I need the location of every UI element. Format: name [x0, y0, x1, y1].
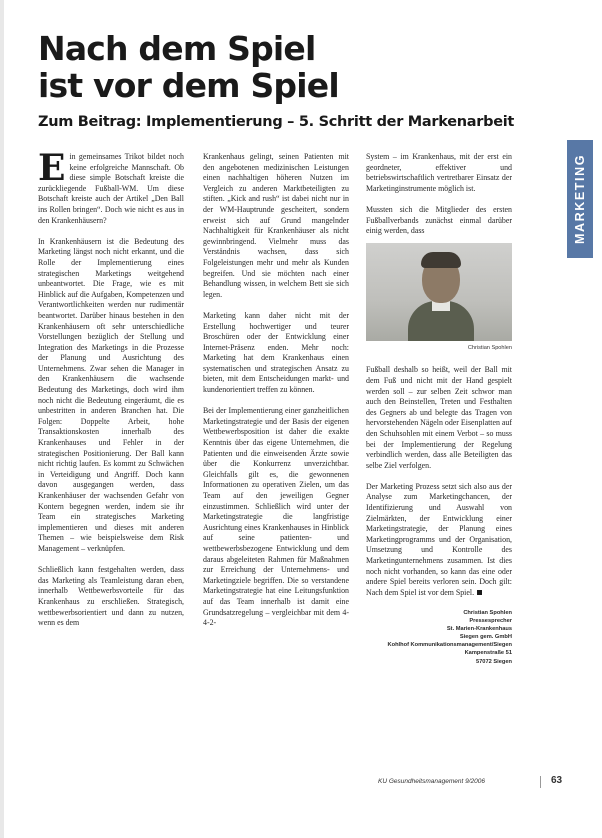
paragraph: Mussten sich die Mitglieder des ersten Fußballverbands zunächst einmal darüber einig werden, dass [366, 204, 512, 236]
page-number: 63 [551, 775, 563, 786]
author-photo [366, 243, 512, 341]
photo-hair [421, 252, 461, 268]
paragraph: Schließlich kann festgehalten werden, dass das Marketing als Teamleistung daran eben, innerhalb Wettbewerbsvorteile für das Krankenhaus zu erschließen. Strategisch, wettbewerbsorientiert und dann zu nutzen, wenn es dem [38, 565, 184, 628]
paragraph: System – im Krankenhaus, mit der erst ein geordneter, effektiver und betriebswirtschaftlich vertretbarer Einsatz der Marketinginstrumente möglich ist. [366, 152, 512, 193]
author-line: Christian Spohlen [463, 610, 512, 616]
paragraph-text: Der Marketing Prozess setzt sich also aus der Analyse zum Marketingchancen, der Identifizierung und Auswahl von Zielmärkten, der Entwicklung einer Marketingstrategie, der Planung eines Marketingprogramms und der Organisation, Umsetzung und Kontrolle des Marketingunternehmens zusammen. Ist dies noch nicht vorhanden, so kann das eine oder andere Spiel bereits verloren sein. Doch gilt: Nach dem Spiel ist vor dem Spiel. [366, 481, 512, 597]
article-headline [38, 30, 498, 104]
author-line: St. Marien-Krankenhaus [446, 626, 512, 633]
drop-cap: E [38, 147, 66, 189]
author-info [366, 609, 512, 666]
paragraph-text: in gemeinsames Trikot bildet noch keine erfolgreiche Mannschaft. Ob diese simple Botschaft kreiste die zurückliegende Fußball-WM. Um diese Botschaft kreiste auch der Artikel „Den Ball ins Rollen bringen“. Doch wie nicht es aus in den Krankenhäusern? [38, 152, 184, 225]
headline-line-1: Nach dem Spiel [38, 29, 316, 68]
headline-line-2: ist vor dem Spiel [38, 66, 339, 105]
footer-divider [540, 776, 541, 788]
end-of-article-mark [477, 590, 482, 595]
footer-journal-name: KU Gesundheitsmanagement 9/2006 [378, 778, 485, 785]
author-line: Kampenstraße 51 [464, 650, 512, 657]
paragraph: Marketing kann daher nicht mit der Erstellung hochwertiger und teurer Broschüren oder der Entwicklung einer Internet-Präsenz enden. Mehr noch: Marketing hat dem Krankenhaus einen systematischen und strategischen Ansatz zu bieten, mit dem Entscheidungen markt- und kundenorientiert treffen zu können. [203, 310, 349, 395]
author-line: Kohlhof Kommunikationsmanagement/Siegen [387, 642, 512, 649]
section-tab-label: MARKETING [573, 153, 587, 245]
author-line: Siegen gem. GmbH [459, 634, 512, 641]
article-column-2 [203, 152, 349, 639]
photo-caption: Christian Spohlen [467, 344, 512, 351]
paragraph [38, 147, 184, 226]
paragraph: Bei der Implementierung einer ganzheitlichen Marketingstrategie und der Basis der eigenen Wettbewerbsposition ist daher die exakte Kenntnis über das eigene Unternehmen, die Patienten und die einweisenden Ärzte sowie über die Konkurrenz unverzichtbar. Gleichfalls gilt es, die gewonnenen Informationen zu operativen Zielen, um das Team auf den jeweiligen Gegner einzustimmen. Schließlich wird unter der Marketingstrategie die langfristige Ausrichtung eines Krankenhauses in Hinblick auf seine patienten- und wettbewerbsbezogene Entwicklung und dem daraus abgeleiteten Rahmen für Maßnahmen zur Erreichung der Unternehmens- und Marketingziele begriffen. Die so verstandene Marketingstrategie hat eine Leitungsfunktion auf das Team innerhalb ist damit eine Grundsatzregelung – vergleichbar mit dem 4-4-2- [203, 406, 349, 628]
paragraph: Krankenhaus gelingt, seinen Patienten mit den angebotenen medizinischen Leistungen einen nachhaltigen höheren Nutzen im Vergleich zu anderen Marktbeteiligten zu stiften. „Kick and rush“ ist dabei nicht nur in der WM-Hauptrunde gescheitert, sondern erweist sich auf Grund mangelnder Nachhaltigkeit für Krankenhäuser als nicht gewinnbringend. Vielmehr muss das Verständnis wachsen, dass sich Folgeleistungen mehr und mehr als Kunden begreifen. Und sie möchten nach einer Behandlung wissen, in welchem Bett sie sich legen. [203, 152, 349, 299]
paragraph: Fußball deshalb so heißt, weil der Ball mit dem Fuß und nicht mit der Hand gespielt werden soll – zur selben Zeit schwor man auch den Beinstellen, Treten und Festhalten des Gegners ab und belegte das Tragen von hervorstehenden Nägeln oder Eisenplatten auf den Schuhsohlen mit einem Verbot – so muss bei der Implementierung der Regelung verbindlich werden, dass alle Beteiligten das selbe Ziel verfolgen. [366, 365, 512, 470]
article-column-1 [38, 147, 184, 639]
author-line: 57072 Siegen [475, 658, 512, 665]
closing-paragraph [366, 482, 512, 599]
article-column-3 [366, 152, 512, 666]
scan-edge-shadow [0, 0, 4, 838]
article-subtitle: Zum Beitrag: Implementierung – 5. Schritt der Markenarbeit [38, 114, 515, 130]
author-line: Pressesprecher [469, 618, 512, 625]
paragraph: In Krankenhäusern ist die Bedeutung des Marketing längst noch nicht erkannt, und die Rolle der Implementierung eines strategischen Marketings weitgehend unbeantwortet. Die Frage, wie es mit Hinblick auf die Aufgaben, Kompetenzen und Verantwortlichkeiten werden nur rudimentär beantwortet. Darüber hinaus bestehen in den Krankenhäusern oft sehr unterschiedliche Vorstellungen bezüglich der Stellung und Integration des Marketings in die Prozesse der Planung und Ausrichtung des Unternehmens. Zwar sehen die Manager in den Krankenhäusern die wachsende Bedeutung des Marketings, doch wird ihm noch nicht die Bedeutung eingeräumt, die es unbestritten in anderen Branchen hat. Die Folgen: Doppelte Arbeit, hohe Transaktionskosten innerhalb des Krankenhauses und Fehler in der strategischen Positionierung. Der Ball kann nicht richtig laufen. Es kommt zu Schwächen in Verteidigung und Angriff. Doch kann davon ausgegangen werden, dass Krankenhäuser der wachsenden Gefahr von Kontern begegnen werden, indem sie ihr Team ein strategisches Marketing implementieren und dieses mit anderen Themen – wie beispielsweise dem Risk Management – verknüpfen. [38, 236, 184, 553]
section-tab-marketing [567, 140, 593, 258]
